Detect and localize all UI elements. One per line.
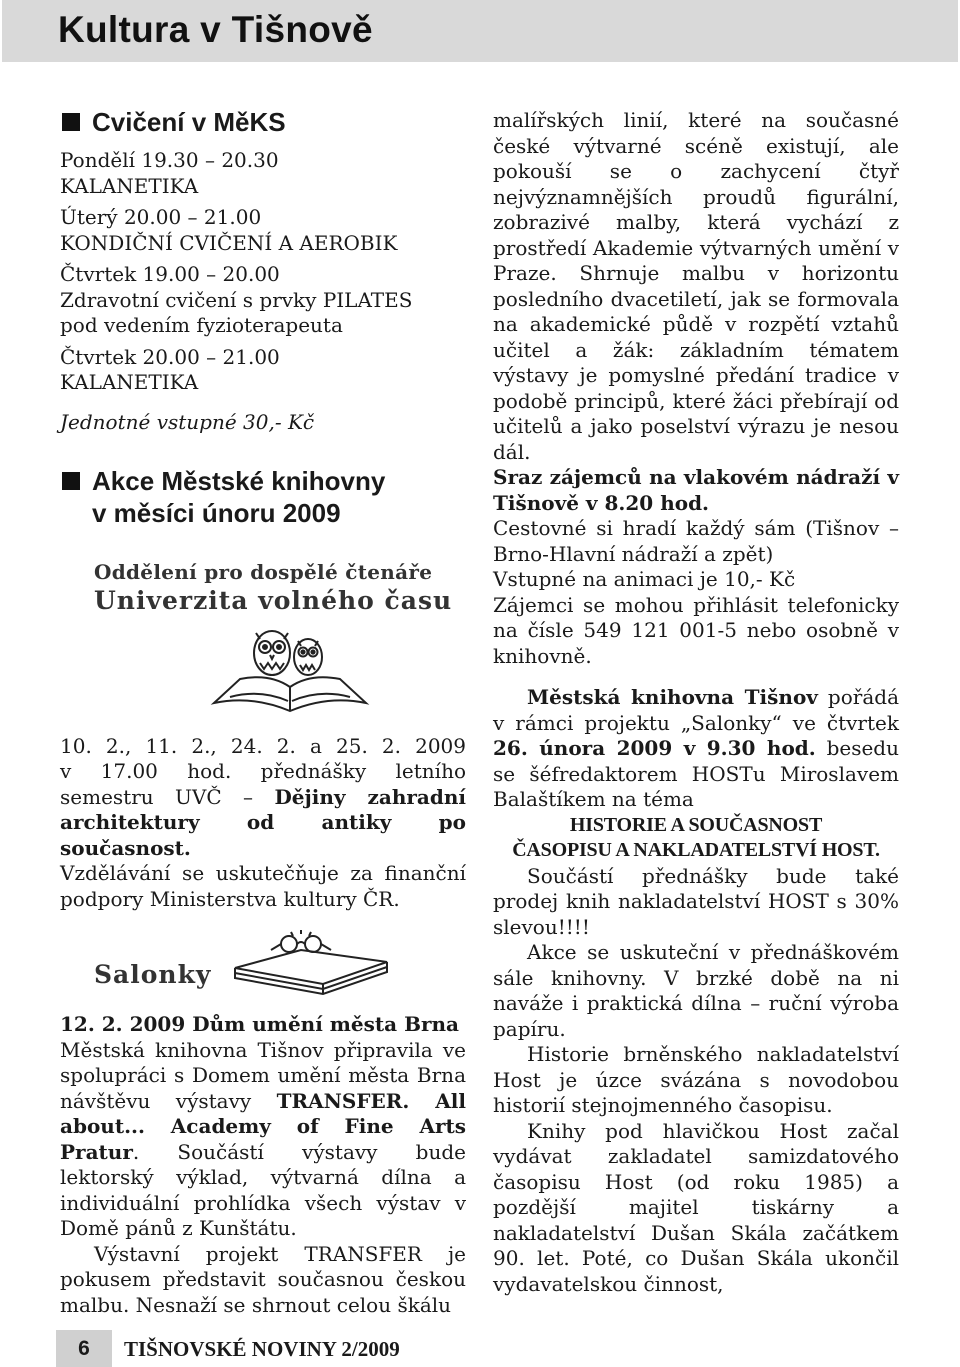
schedule-entry: Čtvrtek 19.00 – 20.00 Zdravotní cvičení s prvky PILATES pod vedením fyzioterapeuta bbox=[60, 262, 413, 337]
library-heading: Akce Městské knihovny v měsíci únoru 2009 bbox=[60, 465, 466, 529]
page-number: 6 bbox=[56, 1330, 112, 1367]
lecture-support: Vzdělávání se uskutečňuje za finanční podpory Ministerstva kultury ČR. bbox=[60, 861, 466, 911]
topic-line-2: ČASOPISU A NAKLADATELSTVÍ HOST. bbox=[512, 839, 880, 861]
exercise-heading: Cvičení v MěKS bbox=[60, 106, 466, 138]
department-subtitle: Oddělení pro dospělé čtenáře bbox=[94, 560, 433, 584]
schedule-entry: Čtvrtek 20.00 – 21.00 KALANETIKA bbox=[60, 344, 280, 394]
salonky-logo: Salonky bbox=[94, 928, 466, 998]
exhibit-continued: malířských linií, které na současné české výtvarné scéně existují, ale pokouší se o zachycení čtyř nejvýznamnějších proudů figurální, zobrazivé malby, která vychází z prostředí Akademie výtvarných umění v Praze. Shrnuje malbu v horizontu posledního dvacetiletí, jak se formovala na akademické půdě v rozpětí vztahů učitel a žák: základním tématem výstavy je pomyslné předání tradice v podobě principů, které žáci přebírají od učitelů a jako poselství výrazu je nesou dál. bbox=[493, 108, 899, 464]
publication-name: TIŠNOVSKÉ NOVINY 2/2009 bbox=[124, 1337, 400, 1361]
entry-fee: Vstupné na animaci je 10,- Kč bbox=[493, 567, 796, 591]
topic-line-1: HISTORIE A SOUČASNOST bbox=[569, 813, 823, 836]
lecture-dates: 10. 2., 11. 2., 24. 2. a 25. 2. 2009 bbox=[60, 733, 466, 758]
lecture-title: Dějiny zahradní architektury od antiky po současnost. bbox=[60, 784, 466, 860]
price-note: Jednotné vstupné 30,- Kč bbox=[60, 409, 315, 434]
place-note: Akce se uskuteční v přednáškovém sále knihovny. V brzké době na ni naváže i praktická dílna – ruční výroba papíru. bbox=[493, 940, 899, 1041]
right-column bbox=[493, 108, 899, 1297]
history-note: Historie brněnského nakladatelství Host je úzce svázána s novodobou historií stejnojmenného časopisu. bbox=[493, 1042, 899, 1117]
left-column bbox=[60, 106, 466, 1318]
registration: Zájemci se mohou přihlásit telefonicky na čísle 549 121 001-5 nebo osobně v knihovně. bbox=[493, 592, 899, 668]
department-name: Univerzita volného času bbox=[94, 586, 453, 615]
schedule-entry: Pondělí 19.30 – 20.30 KALANETIKA bbox=[60, 148, 279, 198]
lecture-time: v 17.00 hod. přednášky letního semestru UVČ – bbox=[60, 759, 466, 809]
books-note: Knihy pod hlavičkou Host začal vydávat zakladatel samizdatového časopisu Host (od roku 1985) a pozdější majitel tiskárny a nakladatelství Dušan Skála začátkem 90. let. Poté, co Dušan Skála ukončil vydavatelskou činnost, bbox=[493, 1118, 899, 1296]
salonky-event: Městská knihovna Tišnov pořádá v rámci projektu „Salonky“ ve čtvrtek 26. února 2009 v 9.30 hod. besedu se šéfredaktorem HOSTu Miroslavem Balaštíkem na téma bbox=[493, 685, 899, 811]
exhibit-info: 12. 2. 2009 Dům umění města Brna Městská knihovna Tišnov připravila ve spolupráci s Domem umění města Brna návštěvu výstavy TRANSFER. All about... Academy of Fine Arts Pratur. Součástí výstavy bude lektorský výklad, výtvarná dílna a individuální prohlídka všech výstav v Domě pánů z Kunštátu. Výstavní projekt TRANSFER je pokusem představit současnou českou malbu. Nesnaží se shrnout celou škálu bbox=[60, 1012, 467, 1317]
schedule-entry: Úterý 20.00 – 21.00 KONDIČNÍ CVIČENÍ A AEROBIK bbox=[60, 205, 398, 255]
exhibit-heading: 12. 2. 2009 Dům umění města Brna bbox=[60, 1012, 460, 1036]
exercise-schedule bbox=[60, 148, 466, 435]
sale-note: Součástí přednášky bude také prodej knih nakladatelství HOST s 30% slevou!!!! bbox=[493, 863, 899, 939]
owl-on-book-icon bbox=[210, 625, 370, 717]
page-title: Kultura v Tišnově bbox=[58, 9, 373, 50]
department-block bbox=[94, 559, 466, 617]
square-bullet-icon bbox=[62, 472, 80, 490]
books-with-glasses-icon bbox=[231, 928, 391, 998]
exhibit-title: TRANSFER. All about... Academy of Fine Arts Pratur bbox=[60, 1088, 467, 1164]
lecture-info bbox=[60, 734, 466, 913]
meeting-point: Sraz zájemců na vlakovém nádraží v Tišnově v 8.20 hod. bbox=[493, 465, 899, 515]
square-bullet-icon bbox=[62, 113, 80, 131]
travel-cost: Cestovné si hradí každý sám (Tišnov – Brno-Hlavní nádraží a zpět) bbox=[493, 516, 899, 566]
